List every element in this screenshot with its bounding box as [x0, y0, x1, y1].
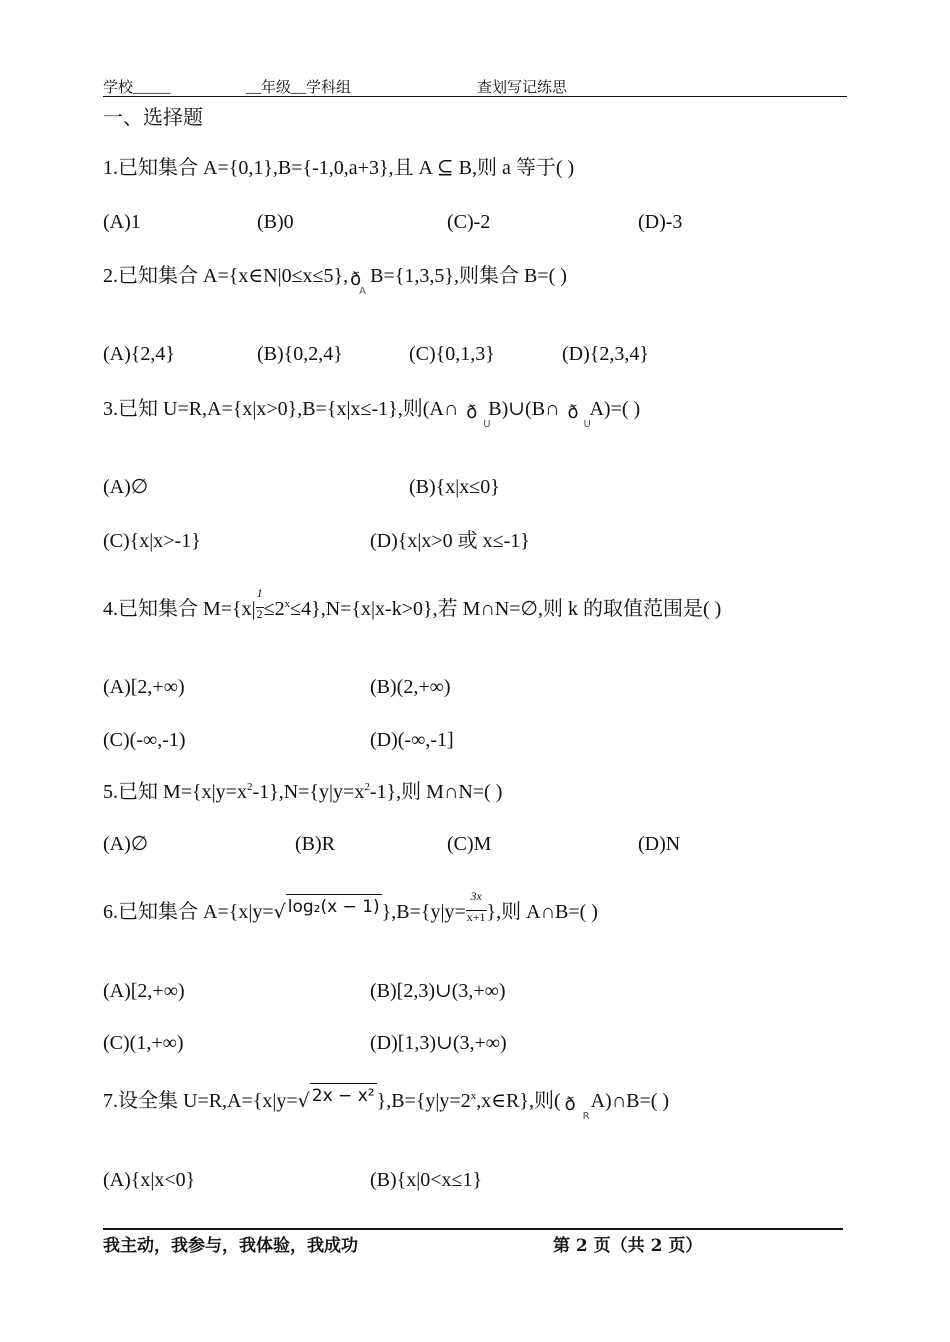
school-field: 学校_____ [103, 80, 171, 96]
q4-stem-start: 4.已知集合 M={x| [103, 598, 256, 620]
footer-slogan: 我主动，我参与，我体验，我成功 [103, 1236, 358, 1256]
header-motto: 查划写记练思 [477, 80, 568, 96]
q5-stem-end: -1},则 M∩N=( ) [369, 781, 503, 803]
q7-option-a: (A){x|x<0} [103, 1169, 196, 1191]
q5-option-c: (C)M [447, 833, 492, 855]
q7-option-b: (B){x|0<x≤1} [370, 1169, 483, 1191]
q2-option-c: (C){0,1,3} [409, 343, 495, 365]
square-root: √ log₂(x − 1) [274, 900, 382, 925]
q3-option-c: (C){x|x>-1} [103, 530, 201, 552]
q7-stem-mid2: ,x∈R},则( [476, 1090, 561, 1112]
fraction: $\frac{3x}{x+1}$ [466, 889, 486, 924]
footer-rule [103, 1228, 843, 1230]
q5-stem-mid: -1},N={y|y=x [252, 781, 365, 803]
fraction: $\frac{1}{2}$ [256, 586, 263, 621]
question-6 [103, 889, 598, 927]
q1-option-a: (A)1 [103, 211, 141, 233]
q4-option-b: (B)(2,+∞) [370, 676, 451, 698]
q5-stem-start: 5.已知 M={x|y=x [103, 781, 247, 803]
q3-stem-start: 3.已知 U=R,A={x|x>0},B={x|x≤-1},则(A∩ [103, 398, 459, 420]
page-number: 第 2 页（共 2 页） [553, 1236, 703, 1256]
q7-stem-end: A)∩B=( ) [590, 1090, 670, 1112]
question-5 [103, 780, 502, 804]
q6-option-c: (C)(1,+∞) [103, 1032, 184, 1054]
q2-option-b: (B){0,2,4} [257, 343, 343, 365]
question-3 [103, 397, 641, 430]
section-title: 一、选择题 [103, 107, 203, 129]
q3-option-b: (B){x|x≤0} [409, 476, 500, 498]
q4-stem-mid: ≤2 [263, 598, 285, 620]
q6-stem-end: },则 A∩B=( ) [486, 901, 598, 923]
q2-option-a: (A){2,4} [103, 343, 175, 365]
complement-symbol: ð R [564, 1094, 590, 1122]
q2-stem-end: ={1,3,5},则集合 B=( ) [383, 265, 567, 287]
q6-stem-start: 6.已知集合 A={x|y= [103, 901, 274, 923]
q6-option-b: (B)[2,3)∪(3,+∞) [370, 980, 506, 1002]
q7-stem-start: 7.设全集 U=R,A={x|y= [103, 1090, 298, 1112]
question-7 [103, 1086, 670, 1122]
grade-field: __年级__学科组 [246, 80, 352, 96]
q1-option-c: (C)-2 [447, 211, 491, 233]
q5-option-d: (D)N [638, 833, 681, 855]
complement-symbol: ð A [350, 269, 366, 297]
complement-symbol: ð U [567, 402, 591, 430]
q3-stem-mid: B)∪(B∩ [488, 398, 560, 420]
exponent: x [470, 1090, 477, 1102]
q3-option-d: (D){x|x>0 或 x≤-1} [370, 530, 530, 552]
question-1: 1.已知集合 A={0,1},B={-1,0,a+3},且 A ⊆ B,则 a 等于( ) [103, 157, 575, 179]
q6-stem-mid: },B={y|y= [381, 901, 466, 923]
q4-option-a: (A)[2,+∞) [103, 676, 185, 698]
exponent: 2 [246, 781, 253, 793]
q4-option-c: (C)(-∞,-1) [103, 729, 186, 751]
q7-stem-mid: },B={y|y=2 [376, 1090, 471, 1112]
q2-option-d: (D){2,3,4} [562, 343, 649, 365]
complement-symbol: ð U [466, 402, 491, 430]
page-header [103, 76, 847, 97]
q3-stem-end: A)=( ) [589, 398, 641, 420]
q2-stem-start: 2.已知集合 A={x∈N|0≤x≤5}, [103, 265, 349, 287]
q1-option-b: (B)0 [257, 211, 294, 233]
q4-option-d: (D)(-∞,-1] [370, 729, 454, 751]
q3-option-a: (A)∅ [103, 476, 149, 498]
question-4 [103, 586, 722, 624]
exponent: 2 [364, 781, 370, 793]
q5-option-b: (B)R [295, 833, 335, 855]
exponent: x [284, 598, 291, 610]
q5-option-a: (A)∅ [103, 833, 149, 855]
q2-set: B [370, 265, 384, 287]
question-2 [103, 264, 567, 297]
q6-option-a: (A)[2,+∞) [103, 980, 185, 1002]
square-root: √ 2x − x² [298, 1089, 377, 1114]
q1-option-d: (D)-3 [638, 211, 683, 233]
q6-option-d: (D)[1,3)∪(3,+∞) [370, 1032, 507, 1054]
q4-stem-end: ≤4},N={x|x-k>0},若 M∩N=∅,则 k 的取值范围是( ) [290, 598, 722, 620]
